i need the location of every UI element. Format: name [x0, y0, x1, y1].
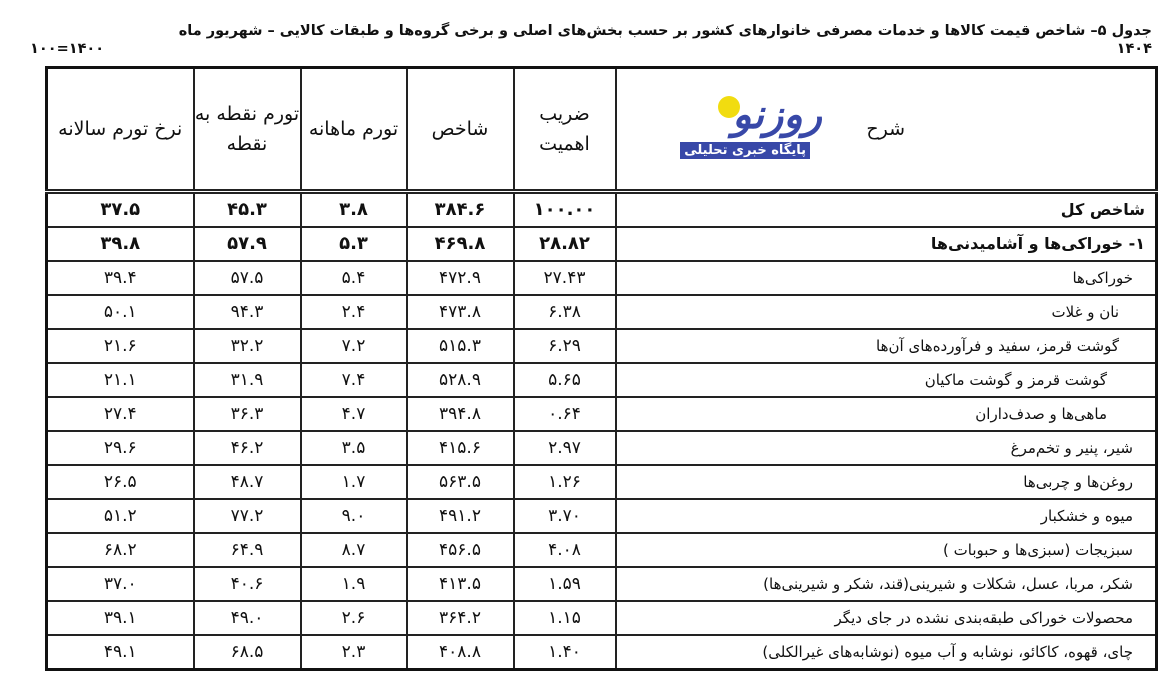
cell-annual-inflation: ۲۷.۴ [47, 397, 194, 431]
header-description-label: شرح [866, 118, 906, 140]
header-monthly-inflation: تورم ماهانه [301, 68, 407, 192]
cell-annual-inflation: ۲۱.۶ [47, 329, 194, 363]
cell-description: ماهی‌ها و صدف‌داران [616, 397, 1157, 431]
cell-weight: ۶.۳۸ [514, 295, 616, 329]
cell-point-inflation: ۹۴.۳ [194, 295, 301, 329]
cell-annual-inflation: ۲۶.۵ [47, 465, 194, 499]
header-weight: ضریب اهمیت [514, 68, 616, 192]
cell-weight: ۵.۶۵ [514, 363, 616, 397]
cell-annual-inflation: ۵۰.۱ [47, 295, 194, 329]
cell-description: شکر، مربا، عسل، شکلات و شیرینی(قند، شکر و شیرینی‌ها) [616, 567, 1157, 601]
cell-annual-inflation: ۶۸.۲ [47, 533, 194, 567]
cell-monthly-inflation: ۳.۵ [301, 431, 407, 465]
cell-annual-inflation: ۴۹.۱ [47, 635, 194, 670]
cell-index: ۳۹۴.۸ [407, 397, 514, 431]
cell-index: ۵۱۵.۳ [407, 329, 514, 363]
base-year-note: ۱۴۰۰=۱۰۰ [30, 41, 105, 57]
cell-description: میوه و خشکبار [616, 499, 1157, 533]
cell-weight: ۰.۶۴ [514, 397, 616, 431]
cell-point-inflation: ۷۷.۲ [194, 499, 301, 533]
header-index: شاخص [407, 68, 514, 192]
cell-monthly-inflation: ۸.۷ [301, 533, 407, 567]
cell-index: ۴۶۹.۸ [407, 227, 514, 261]
cell-monthly-inflation: ۷.۴ [301, 363, 407, 397]
cell-index: ۴۵۶.۵ [407, 533, 514, 567]
cell-point-inflation: ۴۹.۰ [194, 601, 301, 635]
cell-description: محصولات خوراکی طبقه‌بندی نشده در جای دیگر [616, 601, 1157, 635]
cell-annual-inflation: ۳۹.۸ [47, 227, 194, 261]
header-row [47, 68, 1157, 192]
cell-index: ۳۸۴.۶ [407, 192, 514, 228]
cell-monthly-inflation: ۴.۷ [301, 397, 407, 431]
table-row [47, 192, 1157, 228]
cell-index: ۴۷۳.۸ [407, 295, 514, 329]
table-row [47, 431, 1157, 465]
table-row [47, 363, 1157, 397]
cell-monthly-inflation: ۵.۴ [301, 261, 407, 295]
watermark-logo [660, 92, 830, 166]
cell-description: سبزیجات (سبزی‌ها و حبوبات ) [616, 533, 1157, 567]
table-row [47, 397, 1157, 431]
cell-point-inflation: ۶۸.۵ [194, 635, 301, 670]
cell-monthly-inflation: ۹.۰ [301, 499, 407, 533]
cell-weight: ۴.۰۸ [514, 533, 616, 567]
cell-monthly-inflation: ۲.۴ [301, 295, 407, 329]
cpi-table [45, 66, 1158, 671]
cell-index: ۴۹۱.۲ [407, 499, 514, 533]
table-row [47, 261, 1157, 295]
cell-description: شیر، پنیر و تخم‌مرغ [616, 431, 1157, 465]
cell-annual-inflation: ۳۹.۱ [47, 601, 194, 635]
table-title: جدول ۵– شاخص قیمت کالاها و خدمات مصرفی خانوارهای کشور بر حسب بخش‌های اصلی و برخی گروه‌ها و طبقات کالایی – شهریور ماه ۱۴۰۴ [178, 23, 1152, 57]
cell-description: خوراکی‌ها [616, 261, 1157, 295]
header-point-inflation: تورم نقطه به نقطه [194, 68, 301, 192]
cell-index: ۴۱۵.۶ [407, 431, 514, 465]
cell-weight: ۳.۷۰ [514, 499, 616, 533]
cell-weight: ۲۸.۸۲ [514, 227, 616, 261]
cell-description: چای، قهوه، کاکائو، نوشابه و آب میوه (نوشابه‌های غیرالکلی) [616, 635, 1157, 670]
cell-monthly-inflation: ۳.۸ [301, 192, 407, 228]
cell-weight: ۶.۲۹ [514, 329, 616, 363]
cell-point-inflation: ۳۲.۲ [194, 329, 301, 363]
cell-weight: ۱.۵۹ [514, 567, 616, 601]
cell-annual-inflation: ۳۷.۵ [47, 192, 194, 228]
cell-point-inflation: ۵۷.۵ [194, 261, 301, 295]
cell-monthly-inflation: ۱.۷ [301, 465, 407, 499]
table-row [47, 635, 1157, 670]
cell-weight: ۲.۹۷ [514, 431, 616, 465]
table-row [47, 601, 1157, 635]
cell-monthly-inflation: ۷.۲ [301, 329, 407, 363]
logo-tagline: پایگاه خبری تحلیلی [680, 142, 810, 159]
cell-monthly-inflation: ۱.۹ [301, 567, 407, 601]
header-annual-inflation: نرخ تورم سالانه [47, 68, 194, 192]
cell-point-inflation: ۵۷.۹ [194, 227, 301, 261]
cell-index: ۵۶۳.۵ [407, 465, 514, 499]
cell-annual-inflation: ۲۱.۱ [47, 363, 194, 397]
table-row [47, 533, 1157, 567]
table-row [47, 465, 1157, 499]
table-row [47, 499, 1157, 533]
cell-annual-inflation: ۵۱.۲ [47, 499, 194, 533]
cell-annual-inflation: ۲۹.۶ [47, 431, 194, 465]
cell-index: ۴۰۸.۸ [407, 635, 514, 670]
cell-description: نان و غلات [616, 295, 1157, 329]
cell-point-inflation: ۴۸.۷ [194, 465, 301, 499]
cell-point-inflation: ۶۴.۹ [194, 533, 301, 567]
cell-monthly-inflation: ۲.۳ [301, 635, 407, 670]
cell-description: روغن‌ها و چربی‌ها [616, 465, 1157, 499]
cell-point-inflation: ۴۶.۲ [194, 431, 301, 465]
cell-weight: ۱.۴۰ [514, 635, 616, 670]
table-row [47, 329, 1157, 363]
logo-text: روزنو [732, 92, 822, 138]
cell-point-inflation: ۴۰.۶ [194, 567, 301, 601]
table-row [47, 227, 1157, 261]
table-row [47, 295, 1157, 329]
cell-annual-inflation: ۳۹.۴ [47, 261, 194, 295]
cell-point-inflation: ۴۵.۳ [194, 192, 301, 228]
table-row [47, 567, 1157, 601]
cell-monthly-inflation: ۵.۳ [301, 227, 407, 261]
cell-description: شاخص کل [616, 192, 1157, 228]
cell-index: ۴۱۳.۵ [407, 567, 514, 601]
cell-monthly-inflation: ۲.۶ [301, 601, 407, 635]
cell-index: ۴۷۲.۹ [407, 261, 514, 295]
cell-point-inflation: ۳۶.۳ [194, 397, 301, 431]
cell-description: ۱- خوراکی‌ها و آشامیدنی‌ها [616, 227, 1157, 261]
cell-weight: ۱.۱۵ [514, 601, 616, 635]
cell-description: گوشت قرمز، سفید و فرآورده‌های آن‌ها [616, 329, 1157, 363]
cell-weight: ۱۰۰.۰۰ [514, 192, 616, 228]
cell-annual-inflation: ۳۷.۰ [47, 567, 194, 601]
cell-point-inflation: ۳۱.۹ [194, 363, 301, 397]
cell-description: گوشت قرمز و گوشت ماکیان [616, 363, 1157, 397]
cell-index: ۳۶۴.۲ [407, 601, 514, 635]
cell-weight: ۲۷.۴۳ [514, 261, 616, 295]
cell-weight: ۱.۲۶ [514, 465, 616, 499]
cell-index: ۵۲۸.۹ [407, 363, 514, 397]
